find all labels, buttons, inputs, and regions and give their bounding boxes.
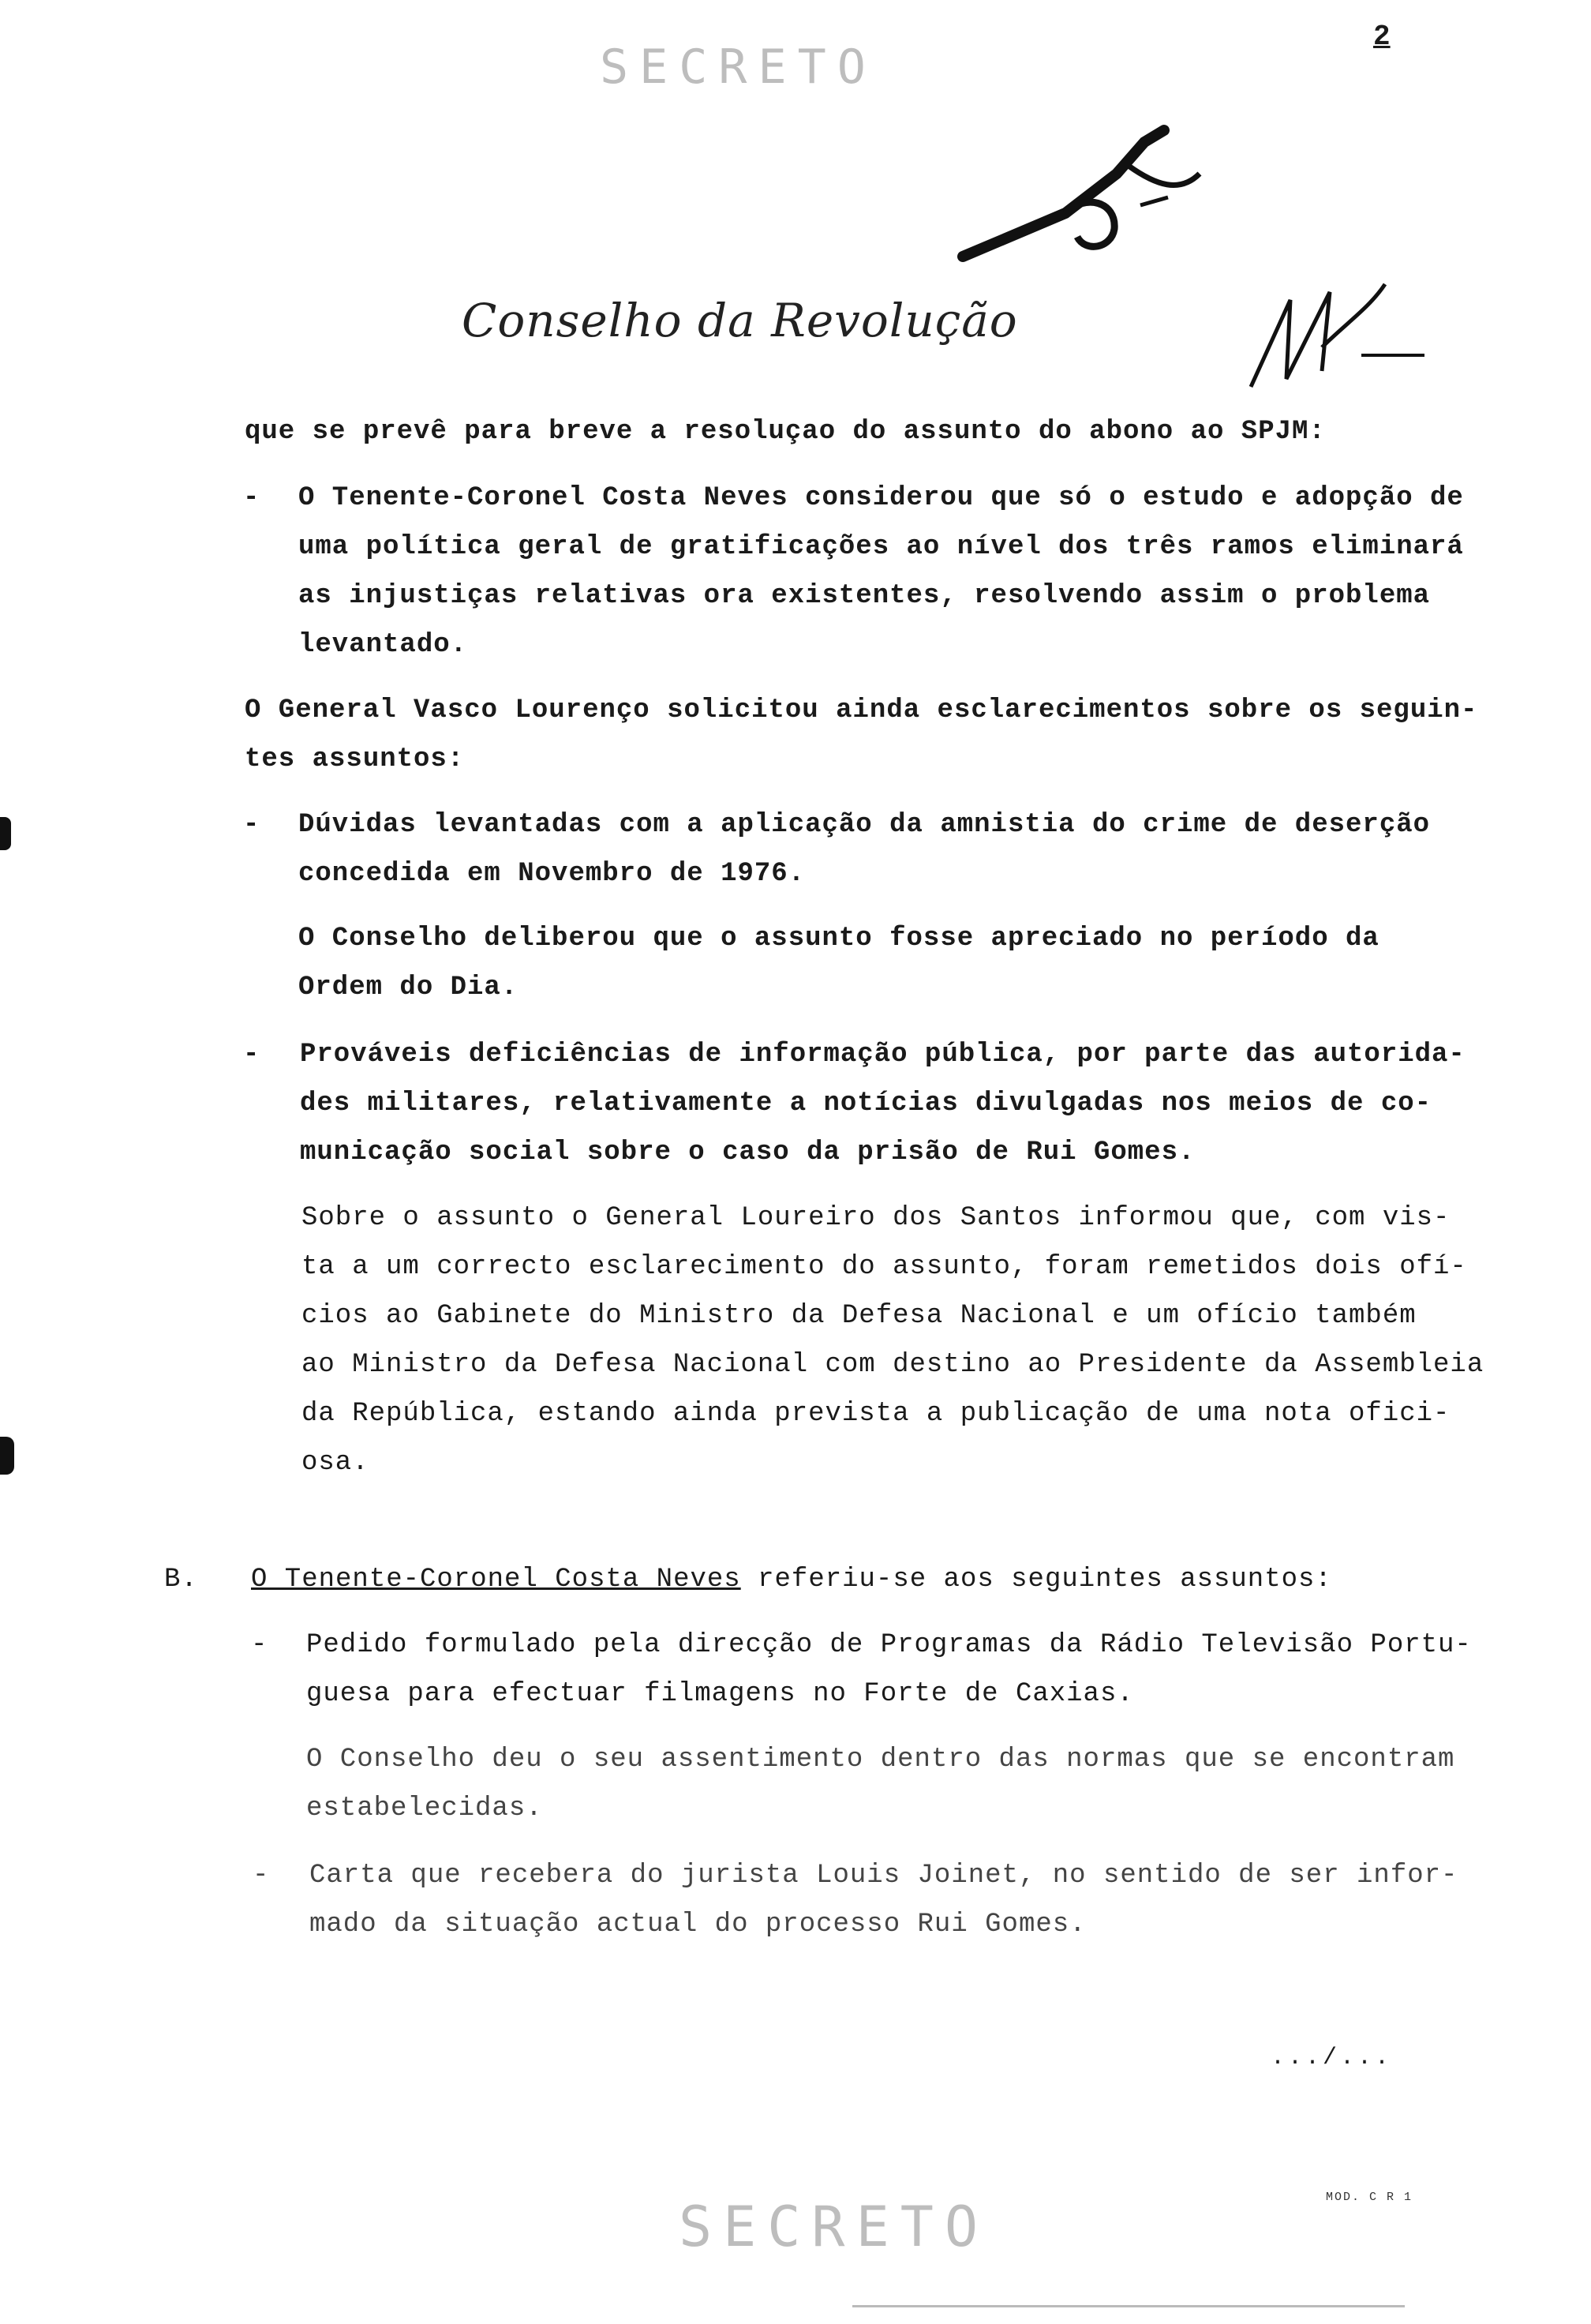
item-4 <box>306 1621 1472 1719</box>
item-2-line: concedida em Novembro de 1976. <box>298 859 806 889</box>
item-3-line: municação social sobre o caso da prisão de Rui Gomes. <box>300 1138 1196 1168</box>
item-2 <box>298 800 1430 898</box>
section-b-label: B. <box>164 1565 198 1595</box>
item-3-response-line: ao Ministro da Defesa Nacional com destino ao Presidente da Assembleia <box>301 1350 1484 1380</box>
scan-edge-line <box>852 2305 1405 2307</box>
bullet-dash: - <box>243 483 260 513</box>
item-3-response-line: osa. <box>301 1448 369 1478</box>
section-b-subject: O Tenente-Coronel Costa Neves <box>251 1565 741 1595</box>
item-4-response-line: estabelecidas. <box>306 1794 543 1824</box>
item-4-response-line: O Conselho deu o seu assentimento dentro das normas que se encontram <box>306 1745 1455 1775</box>
item-5-line: mado da situação actual do processo Rui Gomes. <box>309 1910 1087 1940</box>
classification-stamp-bottom: SECRETO <box>679 2195 990 2259</box>
item-5-line: Carta que recebera do jurista Louis Joinet, no sentido de ser infor- <box>309 1861 1458 1891</box>
form-reference-code: MOD. C R 1 <box>1326 2191 1413 2204</box>
classification-stamp-top: SECRETO <box>600 39 877 95</box>
item-3-response-line: cios ao Gabinete do Ministro da Defesa Nacional e um ofício também <box>301 1301 1417 1331</box>
letterhead: Conselho da Revolução <box>462 294 1018 347</box>
item-4-line: guesa para efectuar filmagens no Forte de Caxias. <box>306 1679 1134 1709</box>
handwritten-initials <box>1243 276 1432 395</box>
punch-hole-mark <box>0 817 11 850</box>
section-b-rest: referiu-se aos seguintes assuntos: <box>740 1565 1332 1595</box>
item-3-response <box>301 1194 1484 1487</box>
intro-line: que se prevê para breve a resoluçao do assunto do abono ao SPJM: <box>245 417 1326 447</box>
general-paragraph-line: tes assuntos: <box>245 744 465 774</box>
item-2-line: Dúvidas levantadas com a aplicação da amnistia do crime de deserção <box>298 810 1431 840</box>
bullet-dash: - <box>251 1630 268 1660</box>
bullet-dash: - <box>253 1861 270 1891</box>
item-1-line: as injustiças relativas ora existentes, resolvendo assim o problema <box>298 581 1431 611</box>
bullet-dash: - <box>243 1040 260 1070</box>
item-3-response-line: Sobre o assunto o General Loureiro dos Santos informou que, com vis- <box>301 1203 1451 1233</box>
item-1-line: levantado. <box>298 630 468 660</box>
punch-hole-mark <box>0 1437 14 1475</box>
item-3-response-line: da República, estando ainda prevista a publicação de uma nota ofici- <box>301 1399 1451 1429</box>
general-paragraph-line: O General Vasco Lourenço solicitou ainda esclarecimentos sobre os seguin- <box>245 695 1478 725</box>
item-3-line: des militares, relativamente a notícias divulgadas nos meios de co- <box>300 1089 1432 1119</box>
section-b-heading <box>251 1555 1332 1604</box>
item-3-response-line: ta a um correcto esclarecimento do assunto, foram remetidos dois ofí- <box>301 1252 1467 1282</box>
item-1-line: O Tenente-Coronel Costa Neves considerou que só o estudo e adopção de <box>298 483 1464 513</box>
general-paragraph <box>245 686 1477 784</box>
handwritten-mark <box>947 118 1231 276</box>
item-3-line: Prováveis deficiências de informação pública, por parte das autorida- <box>300 1040 1466 1070</box>
page-number: 2 <box>1373 21 1391 53</box>
bullet-dash: - <box>243 810 260 840</box>
item-1 <box>298 474 1464 669</box>
item-2-response-line: O Conselho deliberou que o assunto fosse apreciado no período da <box>298 924 1379 954</box>
item-3 <box>300 1030 1466 1177</box>
item-1-line: uma política geral de gratificações ao nível dos três ramos eliminará <box>298 532 1464 562</box>
continuation-mark: .../... <box>1271 2045 1393 2071</box>
item-2-response-line: Ordem do Dia. <box>298 973 518 1003</box>
item-4-response <box>306 1735 1454 1833</box>
item-2-response <box>298 914 1379 1012</box>
item-5 <box>309 1851 1458 1949</box>
item-4-line: Pedido formulado pela direcção de Programas da Rádio Televisão Portu- <box>306 1630 1472 1660</box>
